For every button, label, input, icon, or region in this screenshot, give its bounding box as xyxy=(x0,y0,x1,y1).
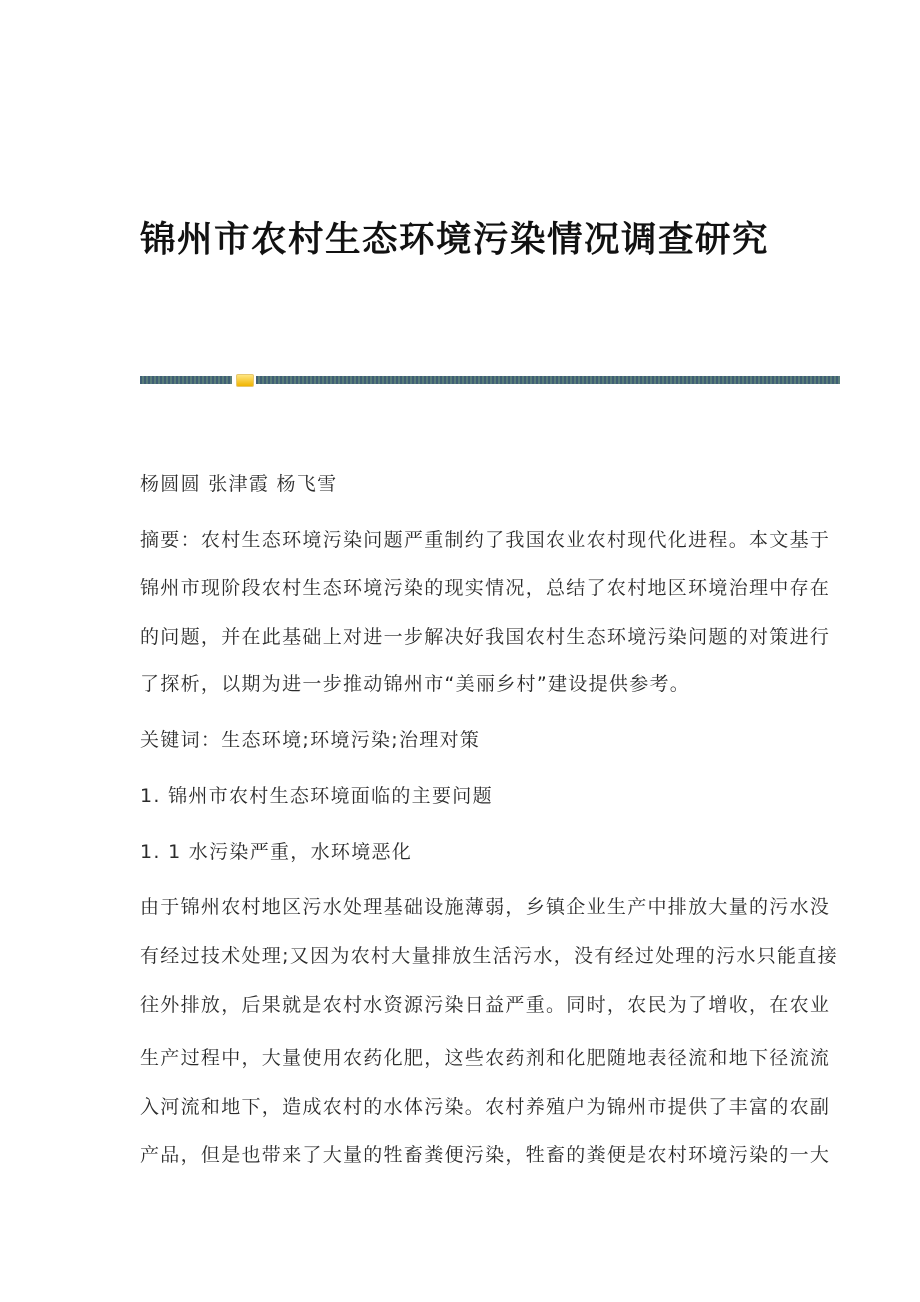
authors: 杨圆圆 张津霞 杨飞雪 xyxy=(140,473,338,495)
body-line: 产品，但是也带来了大量的牲畜粪便污染，牲畜的粪便是农村环境污染的一大 xyxy=(140,1144,831,1166)
divider-ornament-icon xyxy=(236,374,254,387)
subsection-heading: 1. 1 水污染严重，水环境恶化 xyxy=(140,841,413,863)
abstract-line: 了探析，以期为进一步推动锦州市“美丽乡村”建设提供参考。 xyxy=(140,673,691,695)
body-line: 生产过程中，大量使用农药化肥，这些农药剂和化肥随地表径流和地下径流流 xyxy=(140,1047,831,1069)
body-line: 入河流和地下，造成农村的水体污染。农村养殖户为锦州市提供了丰富的农副 xyxy=(140,1096,831,1118)
keywords: 关键词：生态环境;环境污染;治理对策 xyxy=(140,729,481,751)
body-line: 由于锦州农村地区污水处理基础设施薄弱，乡镇企业生产中排放大量的污水没 xyxy=(140,896,831,918)
body-line: 有经过技术处理;又因为农村大量排放生活污水，没有经过处理的污水只能直接 xyxy=(140,945,838,967)
section-heading: 1. 锦州市农村生态环境面临的主要问题 xyxy=(140,785,493,807)
document-title: 锦州市农村生态环境污染情况调查研究 xyxy=(140,219,770,260)
abstract-line: 锦州市现阶段农村生态环境污染的现实情况，总结了农村地区环境治理中存在 xyxy=(140,577,831,599)
divider-bar-left xyxy=(140,376,232,384)
body-line: 往外排放，后果就是农村水资源污染日益严重。同时，农民为了增收，在农业 xyxy=(140,994,831,1016)
abstract-line: 摘要：农村生态环境污染问题严重制约了我国农业农村现代化进程。本文基于 xyxy=(140,529,831,551)
divider-bar-right xyxy=(256,376,840,384)
abstract-line: 的问题，并在此基础上对进一步解决好我国农村生态环境污染问题的对策进行 xyxy=(140,626,831,648)
